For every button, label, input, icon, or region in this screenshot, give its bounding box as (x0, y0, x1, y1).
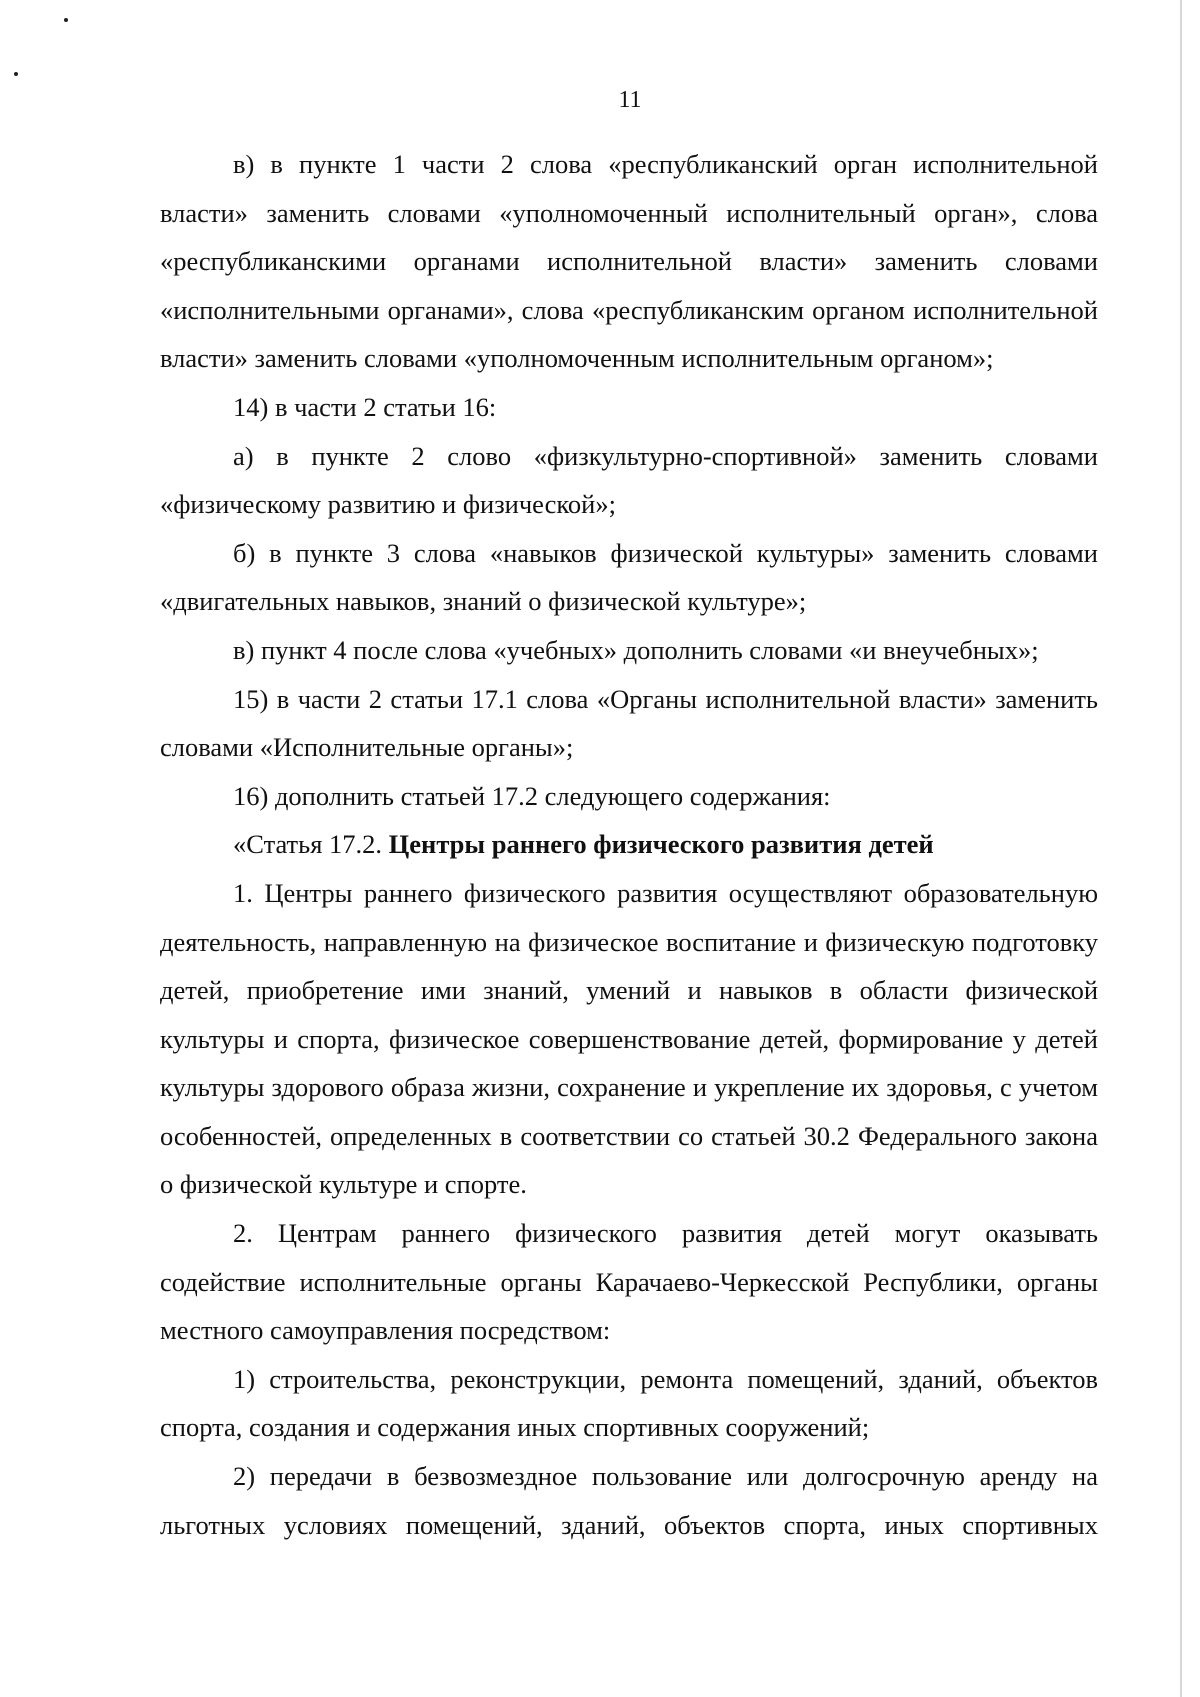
article-heading-prefix: «Статья 17.2. (233, 829, 389, 860)
paragraph: в) в пункте 1 части 2 слова «республиканский орган исполнительной власти» заменить словами «уполномоченный исполнительный орган», слова «республиканскими органами исполнительной власти» заменить словами «исполнительными органами», слова «республиканским органом исполнительной власти» заменить словами «уполномоченным исполнительным органом»; (160, 149, 1098, 374)
paragraph: а) в пункте 2 слово «физкультурно-спортивной» заменить словами «физическому развитию и физической»; (160, 440, 1098, 520)
scan-edge-line (1180, 0, 1182, 1697)
scan-speck (14, 72, 18, 76)
paragraph: 15) в части 2 статьи 17.1 слова «Органы исполнительной власти» заменить словами «Исполнительные органы»; (160, 683, 1098, 763)
article-heading (160, 820, 1098, 869)
document-body (160, 140, 1098, 1549)
paragraph: 2) передачи в безвозмездное пользование или долгосрочную аренду на льготных условиях помещений, зданий, объектов спорта, иных спортивных (160, 1461, 1098, 1540)
paragraph: 16) дополнить статьей 17.2 следующего содержания: (233, 780, 831, 811)
page-number: 11 (618, 87, 642, 113)
scan-speck (64, 18, 68, 22)
article-heading-title: Центры раннего физического развития детей (388, 829, 934, 860)
paragraph: 1) строительства, реконструкции, ремонта помещений, зданий, объектов спорта, создания и содержания иных спортивных сооружений; (160, 1363, 1098, 1443)
paragraph: 2. Центрам раннего физического развития детей могут оказывать содействие исполнительные органы Карачаево-Черкесской Республики, органы местного самоуправления посредством: (160, 1218, 1098, 1346)
paragraph: в) пункт 4 после слова «учебных» дополнить словами «и внеучебных»; (233, 634, 1039, 665)
paragraph: 1. Центры раннего физического развития осуществляют образовательную деятельность, направленную на физическое воспитание и физическую подготовку детей, приобретение ими знаний, умений и навыков в области физической культуры и спорта, физическое совершенствование детей, формирование у детей культуры здорового образа жизни, сохранение и укрепление их здоровья, с учетом особенностей, определенных в соответствии со статьей 30.2 Федерального закона о физической культуре и спорте. (160, 877, 1098, 1200)
paragraph: б) в пункте 3 слова «навыков физической культуры» заменить словами «двигательных навыков, знаний о физической культуре»; (160, 537, 1098, 617)
paragraph: 14) в части 2 статьи 16: (233, 391, 497, 422)
